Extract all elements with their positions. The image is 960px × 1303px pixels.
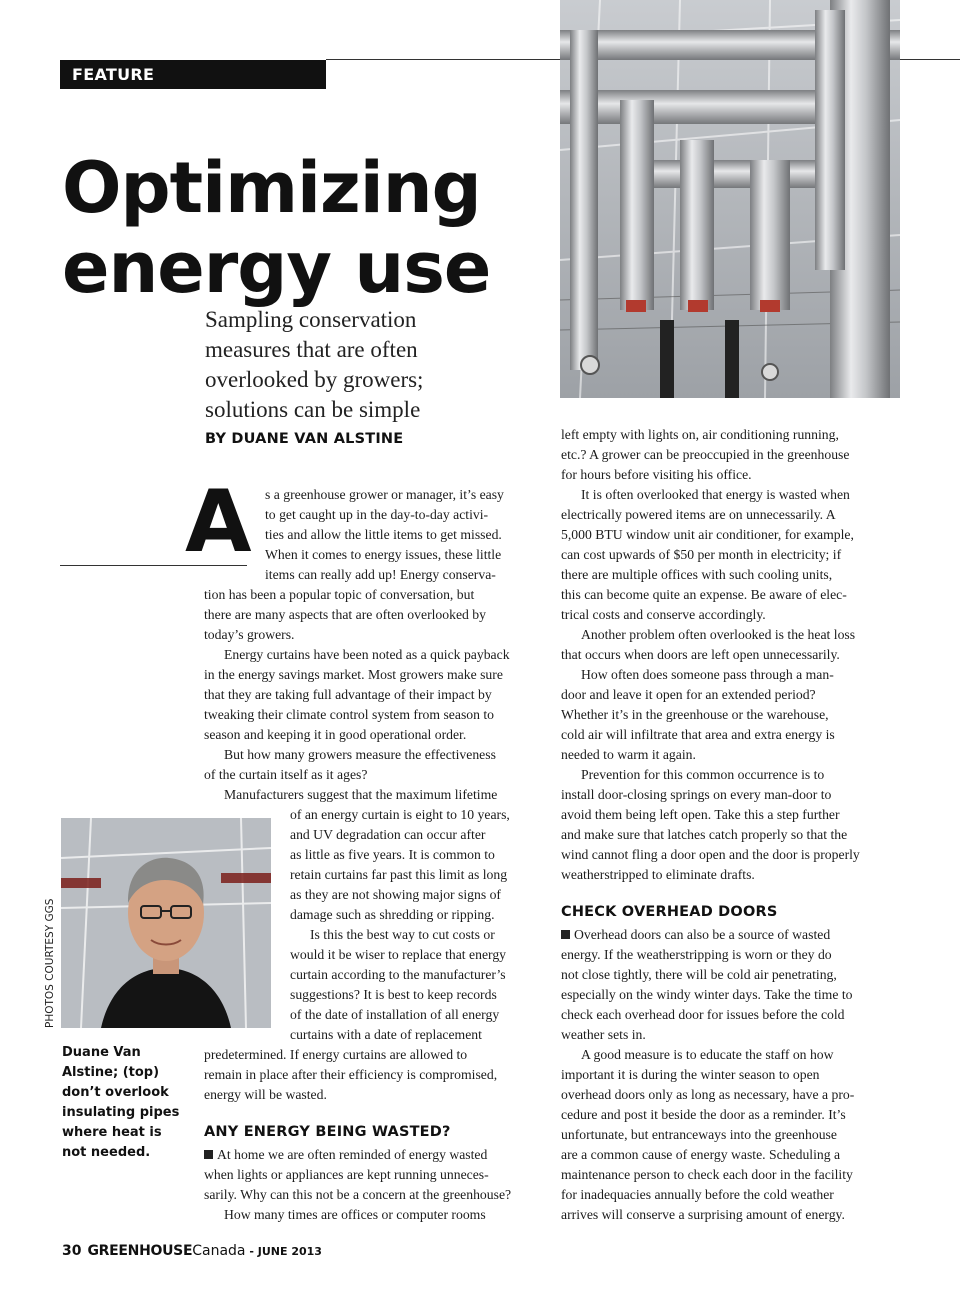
body-line: When it comes to energy issues, these little [265, 547, 502, 562]
photo-credit: PHOTOS COURTESY GGS [44, 898, 56, 1028]
body-line: as they are not showing major signs of [290, 887, 501, 902]
body-line: and UV degradation can occur after [290, 827, 486, 842]
body-line: Prevention for this common occurrence is to [581, 767, 825, 782]
body-line: cold air will infiltrate that area and extra energy is [561, 727, 835, 742]
body-line [561, 925, 854, 945]
body-line: But how many growers measure the effectiveness [224, 747, 496, 762]
body-line: when lights or appliances are kept running unneces- [204, 1167, 489, 1182]
body-line: of the date of installation of all energy [290, 1007, 500, 1022]
body-line: predetermined. If energy curtains are allowed to [204, 1047, 468, 1062]
body-line: electrically powered items are on unnecessarily. A [561, 507, 836, 522]
body-line: items can really add up! Energy conserva- [265, 567, 496, 582]
body-line: to get caught up in the day-to-day activi- [265, 507, 489, 522]
body-line: s a greenhouse grower or manager, it’s easy [265, 487, 504, 502]
body-line: overhead doors only as long as necessary, have a pro- [561, 1087, 855, 1102]
body-line: this can become quite an expense. Be aware of elec- [561, 587, 847, 602]
body-line: How often does someone pass through a man- [581, 667, 834, 682]
article-title [62, 148, 562, 308]
body-line: How many times are offices or computer rooms [224, 1207, 486, 1222]
body-line: Whether it’s in the greenhouse or the warehouse, [561, 707, 829, 722]
drop-cap: A [185, 472, 252, 572]
caption-line: Alstine; (top) [62, 1065, 160, 1080]
page-footer [62, 1243, 322, 1259]
body-line [204, 1145, 511, 1165]
body-line: in the energy savings market. Most growers make sure [204, 667, 503, 682]
photo-caption [62, 1043, 192, 1163]
column-2-body-b [561, 925, 854, 1225]
body-line: retain curtains far past this limit as long [290, 867, 508, 882]
body-line: maintenance person to check each door in the facility [561, 1167, 853, 1182]
body-line: check each overhead door for issues before the cold [561, 1007, 845, 1022]
body-line: remain in place after their efficiency is compromised, [204, 1067, 498, 1082]
body-line: are a common cause of energy waste. Scheduling a [561, 1147, 841, 1162]
author-photo [61, 818, 271, 1028]
body-line: curtain according to the manufacturer’s [290, 967, 506, 982]
deck-line: measures that are often [205, 337, 418, 362]
body-line: weather sets in. [561, 1027, 646, 1042]
body-line: especially on the windy winter days. Take the time to [561, 987, 853, 1002]
caption-line: don’t overlook [62, 1085, 169, 1100]
body-line: damage such as shredding or ripping. [290, 907, 495, 922]
caption-line: Duane Van [62, 1045, 141, 1060]
section-heading: ANY ENERGY BEING WASTED? [204, 1124, 451, 1140]
body-line: cedure and post it beside the door as a reminder. It’s [561, 1107, 846, 1122]
body-line: for hours before visiting his office. [561, 467, 752, 482]
body-line-text: Overhead doors can also be a source of wasted [574, 927, 831, 942]
body-line-text: At home we are often reminded of energy wasted [217, 1147, 488, 1162]
title-line: energy use [62, 227, 491, 309]
body-line: Another problem often overlooked is the heat loss [581, 627, 856, 642]
body-line: suggestions? It is best to keep records [290, 987, 497, 1002]
body-line: Energy curtains have been noted as a quick payback [224, 647, 510, 662]
column-1-body-b [204, 1045, 497, 1105]
body-line: install door-closing springs on every man-door to [561, 787, 832, 802]
column-1-wrap [290, 805, 510, 1045]
body-line: Is this the best way to cut costs or [310, 927, 495, 942]
body-line: etc.? A grower can be preoccupied in the greenhouse [561, 447, 850, 462]
caption-line: not needed. [62, 1145, 151, 1160]
byline: BY DUANE VAN ALSTINE [205, 431, 404, 447]
body-line: Manufacturers suggest that the maximum lifetime [224, 787, 498, 802]
body-line: not close tightly, there will be cold air penetrating, [561, 967, 837, 982]
body-line: tweaking their climate control system from season to [204, 707, 495, 722]
bullet-square [561, 930, 570, 939]
body-line: arrives will conserve a surprising amount of energy. [561, 1207, 845, 1222]
magazine-brand-light: Canada [192, 1243, 246, 1259]
body-line: weatherstripped to eliminate drafts. [561, 867, 755, 882]
body-line: energy. If the weatherstripping is worn or they do [561, 947, 832, 962]
body-line: there are multiple offices with such cooling units, [561, 567, 833, 582]
body-line: door and leave it open for an extended period? [561, 687, 816, 702]
body-line: trical costs and conserve accordingly. [561, 607, 766, 622]
column-1-body-a [204, 585, 510, 805]
column-1-dropcap-lines [265, 485, 504, 585]
body-line: that occurs when doors are left open unnecessarily. [561, 647, 840, 662]
caption-line: insulating pipes [62, 1105, 180, 1120]
body-line: curtains with a date of replacement [290, 1027, 482, 1042]
section-label: FEATURE [60, 60, 326, 89]
body-line: today’s growers. [204, 627, 295, 642]
body-line: energy will be wasted. [204, 1087, 327, 1102]
caption-line: where heat is [62, 1125, 162, 1140]
body-line: It is often overlooked that energy is wasted when [581, 487, 850, 502]
body-line: of an energy curtain is eight to 10 years, [290, 807, 510, 822]
body-line: for inadequacies annually before the cold weather [561, 1187, 834, 1202]
author-portrait-illustration [61, 818, 271, 1028]
body-line: and make sure that latches catch properly so that the [561, 827, 848, 842]
body-line: season and keeping it in good operational order. [204, 727, 467, 742]
column-2-body-a [561, 425, 860, 885]
article-deck [205, 305, 545, 425]
body-line: there are many aspects that are often overlooked by [204, 607, 486, 622]
body-line: of the curtain itself as it ages? [204, 767, 368, 782]
body-line: A good measure is to educate the staff on how [581, 1047, 834, 1062]
pipes-photo-illustration [560, 0, 900, 398]
body-line: as little as five years. It is common to [290, 847, 495, 862]
magazine-brand-bold: GREENHOUSE [87, 1243, 193, 1259]
body-line: unfortunate, but entranceways into the greenhouse [561, 1127, 837, 1142]
pipes-photo [560, 0, 900, 398]
body-line: sarily. Why can this not be a concern at the greenhouse? [204, 1187, 512, 1202]
body-line: would it be wiser to replace that energy [290, 947, 507, 962]
body-line: left empty with lights on, air conditioning running, [561, 427, 839, 442]
body-line: can cost upwards of $50 per month in electricity; if [561, 547, 842, 562]
deck-line: solutions can be simple [205, 397, 421, 422]
deck-line: overlooked by growers; [205, 367, 424, 392]
body-line: 5,000 BTU window unit air conditioner, for example, [561, 527, 854, 542]
body-line: ties and allow the little items to get missed. [265, 527, 502, 542]
body-line: tion has been a popular topic of conversation, but [204, 587, 475, 602]
bullet-square [204, 1150, 213, 1159]
title-line: Optimizing [62, 147, 481, 229]
deck-line: Sampling conservation [205, 307, 417, 332]
footer-separator: - [245, 1245, 258, 1258]
body-line: wind cannot fling a door open and the door is properly [561, 847, 860, 862]
body-line: avoid them being left open. Take this a step further [561, 807, 840, 822]
column-1-body-c [204, 1145, 511, 1225]
page-number: 30 [62, 1243, 82, 1259]
body-line: needed to warm it again. [561, 747, 696, 762]
body-line: that they are taking full advantage of their impact by [204, 687, 492, 702]
body-line: important it is during the winter season to open [561, 1067, 820, 1082]
section-heading: CHECK OVERHEAD DOORS [561, 904, 778, 920]
issue-date: JUNE 2013 [257, 1245, 322, 1258]
